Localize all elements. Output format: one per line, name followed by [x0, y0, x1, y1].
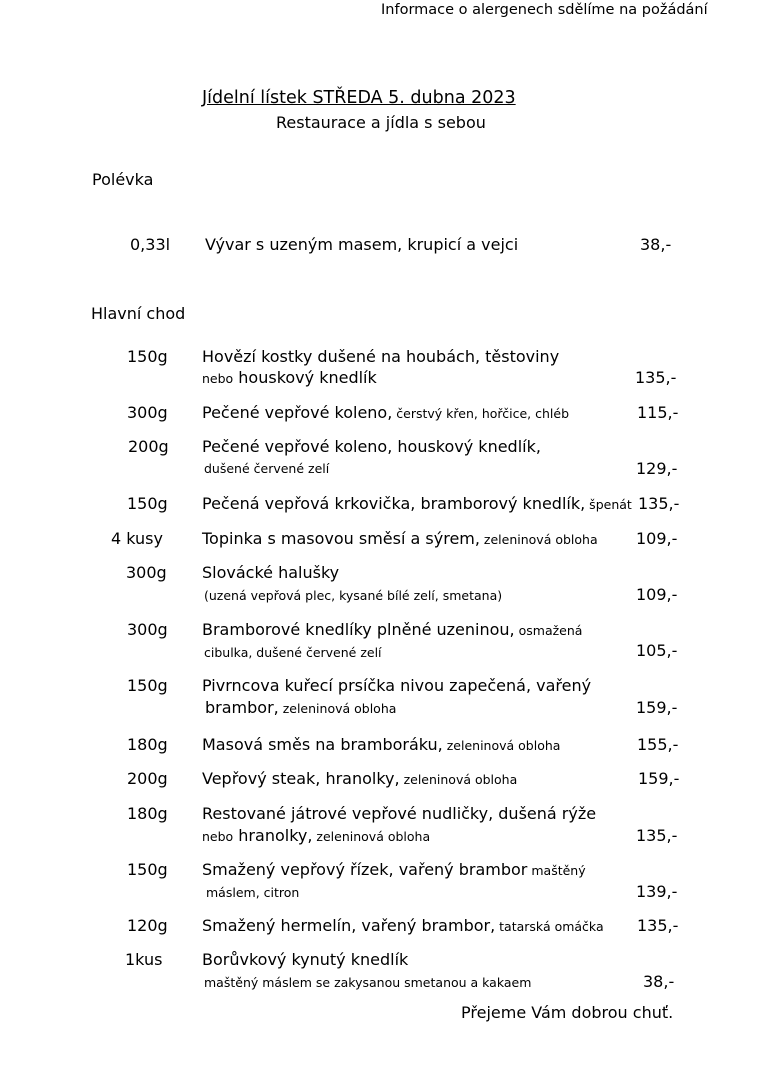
item-name-cont: hranolky,: [233, 826, 313, 845]
item-note: maštěný: [527, 863, 586, 878]
item-note: špenát: [585, 497, 632, 512]
item-qty: 180g: [127, 804, 168, 823]
item-name: Bramborové knedlíky plněné uzeninou,: [202, 620, 515, 639]
item-name: Hovězí kostky dušené na houbách, těstoviny: [202, 347, 560, 366]
item-price: 129,-: [636, 459, 678, 478]
item-note: osmažená: [514, 623, 583, 638]
item-name: Pečená vepřová krkovička, bramborový knedlík,: [202, 494, 586, 513]
item-note: maštěný máslem se zakysanou smetanou a kakaem: [204, 975, 532, 990]
item-name: Topinka s masovou směsí a sýrem,: [202, 529, 480, 548]
main-heading: Hlavní chod: [91, 304, 186, 323]
item-price: 115,-: [637, 403, 679, 422]
item-price: 135,-: [638, 494, 680, 513]
item-price: 109,-: [636, 529, 678, 548]
item-price: 159,-: [638, 769, 680, 788]
item-price: 135,-: [636, 826, 678, 845]
item-note: zeleninová obloha: [479, 532, 598, 547]
menu-title: Jídelní lístek STŘEDA 5. dubna 2023: [202, 88, 516, 108]
item-qty: 120g: [127, 916, 168, 935]
item-price: 38,-: [640, 235, 672, 254]
item-qty: 150g: [127, 860, 168, 879]
item-price: 139,-: [636, 882, 678, 901]
item-note: dušené červené zelí: [204, 461, 330, 476]
item-note: máslem, citron: [206, 885, 300, 900]
item-qty: 300g: [127, 403, 168, 422]
item-qty: 180g: [127, 735, 168, 754]
allergen-note: Informace o alergenech sdělíme na požádání: [381, 2, 708, 18]
item-price: 155,-: [637, 735, 679, 754]
item-qty: 1kus: [125, 950, 163, 969]
item-price: 135,-: [635, 368, 677, 387]
item-price: 38,-: [643, 972, 675, 991]
item-name: Borůvkový kynutý knedlík: [202, 950, 409, 969]
item-qty: 4 kusy: [111, 529, 163, 548]
item-name: Vepřový steak, hranolky,: [202, 769, 400, 788]
item-name: Pivrncova kuřecí prsíčka nivou zapečená, vařený: [202, 676, 592, 695]
soup-heading: Polévka: [92, 170, 154, 189]
item-note: nebo: [202, 371, 234, 386]
item-name: Pečené vepřové koleno, houskový knedlík,: [202, 437, 541, 456]
item-note: zeleninová obloha: [399, 772, 518, 787]
item-name: Pečené vepřové koleno,: [202, 403, 393, 422]
item-name: Slovácké halušky: [202, 563, 340, 582]
item-qty: 200g: [128, 437, 169, 456]
item-qty: 0,33l: [130, 235, 171, 254]
item-name: Smažený vepřový řízek, vařený brambor: [202, 860, 528, 879]
item-name-cont: brambor,: [205, 698, 279, 717]
item-name-cont: houskový knedlík: [233, 368, 377, 387]
item-price: 159,-: [636, 698, 678, 717]
item-note: zeleninová obloha: [278, 701, 397, 716]
item-name: Smažený hermelín, vařený brambor,: [202, 916, 496, 935]
item-note: tatarská omáčka: [495, 919, 604, 934]
item-note: nebo: [202, 829, 234, 844]
menu-subtitle: Restaurace a jídla s sebou: [276, 113, 486, 132]
item-qty: 150g: [127, 347, 168, 366]
item-note: cibulka, dušené červené zelí: [204, 645, 382, 660]
item-price: 105,-: [636, 641, 678, 660]
item-qty: 300g: [127, 620, 168, 639]
item-note: zeleninová obloha: [312, 829, 431, 844]
item-note: čerstvý křen, hořčice, chléb: [392, 406, 570, 421]
item-name: Vývar s uzeným masem, krupicí a vejci: [205, 235, 519, 254]
item-note: (uzená vepřová plec, kysané bílé zelí, smetana): [204, 588, 503, 603]
item-qty: 200g: [127, 769, 168, 788]
item-name: Masová směs na bramboráku,: [202, 735, 443, 754]
closing-wish: Přejeme Vám dobrou chuť.: [461, 1003, 674, 1022]
item-qty: 150g: [127, 494, 168, 513]
item-name: Restované játrové vepřové nudličky, dušená rýže: [202, 804, 597, 823]
item-qty: 300g: [126, 563, 167, 582]
item-price: 135,-: [637, 916, 679, 935]
item-qty: 150g: [127, 676, 168, 695]
item-price: 109,-: [636, 585, 678, 604]
item-note: zeleninová obloha: [442, 738, 561, 753]
